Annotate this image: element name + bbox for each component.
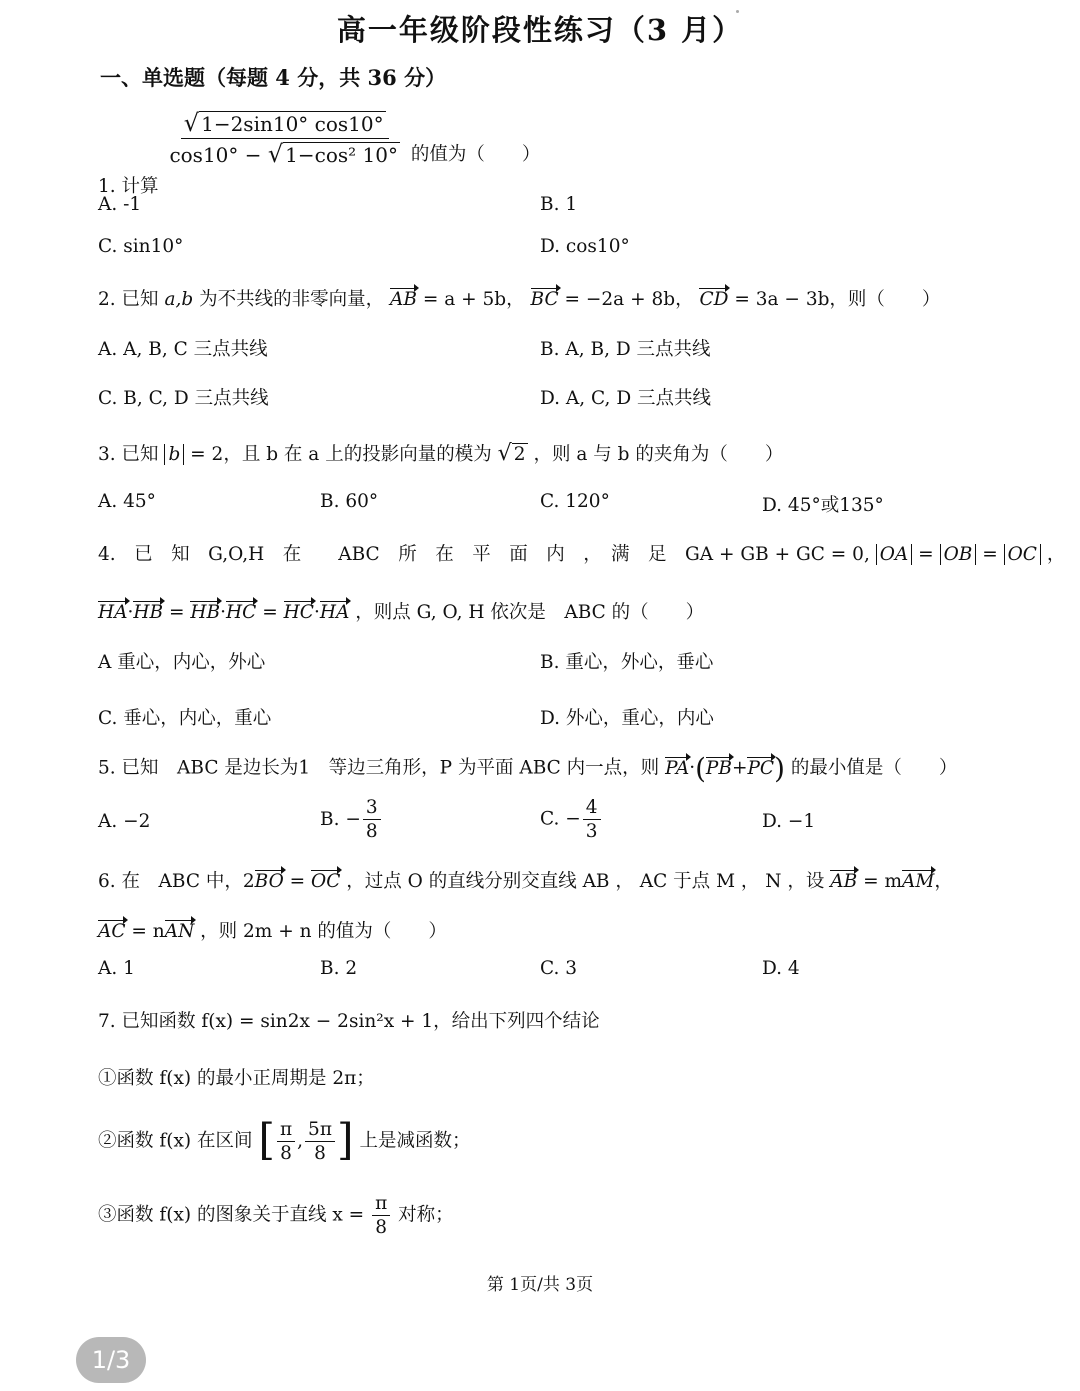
- page-indicator-badge[interactable]: 1/3: [76, 1337, 146, 1383]
- vector-BC: BC: [530, 289, 559, 310]
- q1-tail: 的值为（ ）: [410, 143, 541, 165]
- question-1: [98, 108, 541, 197]
- q2-vectors: a,b: [164, 289, 194, 310]
- q1-fraction: $\frac{√ 1-2\sin 10^\circ \cos 10^\circ}{\text{cos10° − √ 1−cos² 10°}}$: [169, 109, 398, 168]
- q6-option-d: D. 4: [762, 958, 800, 979]
- question-4-line-1: 4. 已 知 G,O,H 在 ABC 所 在 平 面 内 ， 满 足 GA + GB + GC = 0, OA = OB = OC ，: [98, 544, 1066, 565]
- q1-denominator-left: cos10° −: [169, 143, 262, 167]
- q2-option-c: C. B, C, D 三点共线: [98, 388, 269, 409]
- q2-option-b: B. A, B, D 三点共线: [540, 339, 711, 360]
- q4-option-a: A 重心，内心，外心: [98, 652, 266, 673]
- q1-option-d: D. cos10°: [540, 236, 630, 257]
- q1-option-b: B. 1: [540, 194, 578, 215]
- q1-numerator: 1−2sin10° cos10°: [201, 112, 384, 136]
- q2-option-a: A. A, B, C 三点共线: [98, 339, 268, 360]
- q6-option-a: A. 1: [98, 958, 135, 979]
- section-heading: 一、单选题（每题 4 分，共 36 分）: [100, 65, 447, 90]
- q3-norm-b: b: [164, 444, 184, 465]
- question-6-line-2: AC = nAN ，则 2m + n 的值为（ ）: [98, 921, 447, 942]
- page-footer: 第 1页/共 3页: [486, 1275, 594, 1295]
- vector-AB: AB: [390, 289, 417, 310]
- page-title: 高一年级阶段性练习（3 月）: [336, 13, 744, 47]
- question-4-line-2: HA·HB = HB·HC = HC·HA ，则点 G, O, H 依次是 ABC 的（ ）: [98, 602, 705, 623]
- q4-option-d: D. 外心，重心，内心: [540, 708, 714, 729]
- question-6-line-1: 6. 在 ABC 中，2BO = OC ，过点 O 的直线分别交直线 AB ， AC 于点 M ， N ，设 AB = mAM，: [98, 871, 953, 892]
- question-2: 2. 已知 a,b 为不共线的非零向量， AB = a + 5b， BC = −2a + 8b， CD = 3a − 3b，则（ ）: [98, 289, 941, 310]
- q7-conclusion-2: ②函数 f(x) 在区间 [ $\frac{\pi}{8}$ , $\frac{5\pi}{8}$ ] 上是减函数；: [98, 1116, 471, 1166]
- q1-option-a: A. -1: [98, 194, 142, 215]
- q5-option-a: A. −2: [98, 811, 151, 832]
- q5-option-b: B. − $\frac{3}{8}$: [320, 796, 383, 843]
- q6-option-c: C. 3: [540, 958, 578, 979]
- question-3: 3. 已知 b = 2，且 b 在 a 上的投影向量的模为 √ 2 ，则 a 与 b 的夹角为（ ）: [98, 440, 784, 466]
- q1-number: 1. 计算: [98, 175, 159, 197]
- q4-option-b: B. 重心，外心，垂心: [540, 652, 714, 673]
- q3-option-d: D. 45°或135°: [762, 495, 884, 516]
- q3-sqrt2: 2: [513, 444, 526, 465]
- question-7: 7. 已知函数 f(x) = sin2x − 2sin²x + 1，给出下列四个结论: [98, 1011, 600, 1032]
- norm-OB: OB: [940, 544, 977, 565]
- q3-option-b: B. 60°: [320, 491, 379, 512]
- q7-conclusion-3: ③函数 f(x) 的图象关于直线 x = $\frac{\pi}{8}$ 对称；: [98, 1193, 454, 1239]
- q3-option-c: C. 120°: [540, 491, 610, 512]
- norm-OA: OA: [876, 544, 913, 565]
- q6-option-b: B. 2: [320, 958, 358, 979]
- question-5: 5. 已知 ABC 是边长为1 等边三角形，P 为平面 ABC 内一点，则 PA·(PB+PC) 的最小值是（ ）: [98, 752, 958, 785]
- q4-option-c: C. 垂心，内心，重心: [98, 708, 272, 729]
- norm-OC: OC: [1004, 544, 1041, 565]
- q1-denominator-sqrt: 1−cos² 10°: [285, 143, 398, 167]
- q5-option-c: C. − $\frac{4}{3}$: [540, 796, 603, 843]
- q1-option-c: C. sin10°: [98, 236, 184, 257]
- q2-option-d: D. A, C, D 三点共线: [540, 388, 712, 409]
- vector-CD: CD: [699, 289, 729, 310]
- q7-conclusion-1: ①函数 f(x) 的最小正周期是 2π；: [98, 1068, 375, 1089]
- q3-option-a: A. 45°: [98, 491, 156, 512]
- q5-option-d: D. −1: [762, 811, 816, 832]
